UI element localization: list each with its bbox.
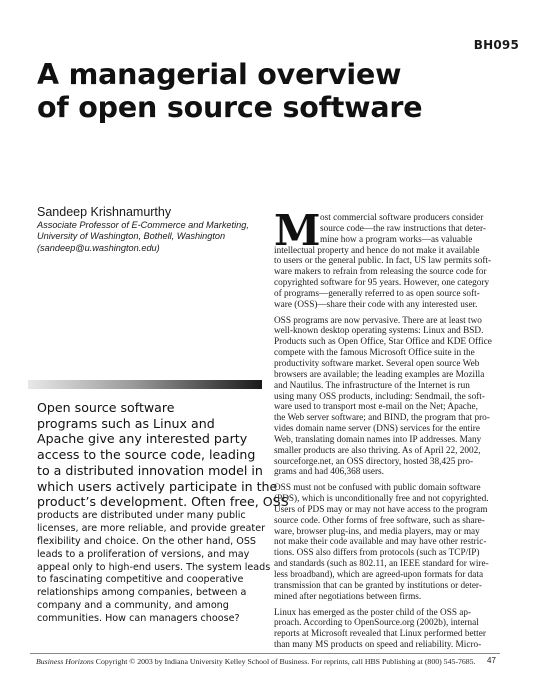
paragraph bbox=[274, 483, 500, 602]
article-title bbox=[37, 58, 517, 124]
text-line: than many MS products on speed and reliability. Micro- bbox=[274, 640, 482, 651]
author-block bbox=[37, 205, 267, 254]
text-line: product’s development. Often free, OSS bbox=[37, 494, 289, 510]
text-line: grams and had 406,368 users. bbox=[274, 467, 384, 478]
text-line: relationships among companies, between a bbox=[37, 587, 247, 599]
abstract bbox=[37, 400, 289, 626]
text-line: access to the source code, leading bbox=[37, 447, 256, 463]
text-line: to users or the general public. In fact, US law permits soft- bbox=[274, 256, 492, 267]
text-line: mined after negotiations between firms. bbox=[274, 591, 422, 602]
author-affiliation: University of Washington, Bothell, Washington bbox=[37, 231, 226, 242]
text-line: (PDS), which is unconditionally free and not copyrighted. bbox=[274, 494, 489, 505]
text-line: Products such as Open Office, Star Office and KDE Office bbox=[274, 337, 492, 348]
text-line: using many OSS products, including: Sendmail, the soft- bbox=[274, 391, 485, 402]
text-line: Web, translating domain names into IP addresses. Many bbox=[274, 434, 482, 445]
text-line: and Nautilus. The infrastructure of the Internet is run bbox=[274, 380, 470, 391]
drop-cap: M bbox=[274, 206, 321, 255]
text-line: tions. OSS also differs from protocols (such as TCP/IP) bbox=[274, 548, 480, 559]
paragraph bbox=[274, 206, 500, 311]
text-line: licenses, are more reliable, and provide greater bbox=[37, 522, 266, 534]
text-line: Apache give any interested party bbox=[37, 431, 248, 447]
text-line: Users of PDS may or may not have access to the program bbox=[274, 504, 488, 515]
text-line: and standards (such as 802.11, an IEEE standard for wire- bbox=[274, 559, 489, 570]
text-line: not make their code available and may have other restric- bbox=[274, 537, 487, 548]
abstract-body bbox=[37, 509, 271, 626]
text-line: OSS must not be confused with public domain software bbox=[274, 483, 481, 494]
text-line: sourceforge.net, an OSS directory, hosted 38,425 pro- bbox=[274, 456, 474, 467]
text-line: source code. Other forms of free software, such as share- bbox=[274, 515, 485, 526]
text-line: ware (OSS)—share their code with any interested user. bbox=[274, 299, 478, 310]
text-line: ware makers to refrain from releasing the source code for bbox=[274, 267, 487, 278]
author-name: Sandeep Krishnamurthy bbox=[37, 205, 172, 219]
gradient-divider-bar bbox=[28, 380, 262, 389]
text-line: Linux has emerged as the poster child of the OSS ap- bbox=[274, 607, 472, 618]
paragraph bbox=[274, 316, 500, 479]
text-line: which users actively participate in the bbox=[37, 478, 278, 494]
text-line: well-known desktop operating systems: Linux and BSD. bbox=[274, 326, 484, 337]
text-line: vides domain name server (DNS) services for the entire bbox=[274, 424, 480, 435]
text-line: leads to a proliferation of versions, and may bbox=[37, 548, 250, 560]
text-line: intellectual property and hence do not make it available bbox=[274, 245, 480, 256]
footer-rule bbox=[30, 653, 500, 654]
paragraph-lines bbox=[274, 246, 500, 311]
text-line: productivity software market. Several open source Web bbox=[274, 358, 480, 369]
text-line: to a distributed innovation model in bbox=[37, 462, 263, 478]
text-line: compete with the famous Microsoft Office suite in the bbox=[274, 348, 475, 359]
text-line: communities. How can managers choose? bbox=[37, 613, 240, 625]
title-line-1: A managerial overview bbox=[37, 58, 402, 91]
text-line: ware used to transport most e-mail on the Net; Apache, bbox=[274, 402, 478, 413]
text-line: copyrighted software for 95 years. However, one category bbox=[274, 278, 490, 289]
text-line: company and a community, and among bbox=[37, 600, 229, 612]
page-number: 47 bbox=[487, 656, 496, 665]
text-line: ware, browser plug-ins, and media players, may or may bbox=[274, 526, 480, 537]
text-line: appeal only to high-end users. The system leads bbox=[37, 561, 271, 573]
text-line: OSS programs are now pervasive. There are at least two bbox=[274, 315, 482, 326]
text-line: products are distributed under many public bbox=[37, 509, 246, 521]
text-line: Open source software bbox=[37, 400, 175, 415]
journal-name: Business Horizons bbox=[36, 657, 94, 666]
text-line: the Web server software; and BIND, the program that pro- bbox=[274, 413, 490, 424]
text-line: browsers are available; the leading examples are Mozilla bbox=[274, 369, 485, 380]
text-line: smaller products are also thriving. As of April 22, 2002, bbox=[274, 445, 481, 456]
author-affiliation: Associate Professor of E-Commerce and Marketing, bbox=[37, 220, 249, 230]
text-line: mine how a program works—as valuable bbox=[320, 234, 473, 245]
paragraph bbox=[274, 608, 500, 651]
text-line: source code—the raw instructions that deter- bbox=[320, 223, 486, 234]
text-line: transmission that can be granted by institutions or deter- bbox=[274, 580, 482, 591]
text-line: to fascinating competitive and cooperative bbox=[37, 574, 244, 586]
text-line: proach. According to OpenSource.org (2002b), internal bbox=[274, 618, 479, 629]
title-line-2: of open source software bbox=[37, 91, 423, 124]
footer-copyright bbox=[36, 657, 476, 667]
text-line: of programs—generally referred to as open source soft- bbox=[274, 288, 480, 299]
document-code: BH095 bbox=[473, 38, 519, 52]
body-column bbox=[274, 206, 500, 656]
copyright-text: Copyright © 2003 by Indiana University Kelley School of Business. For reprints, call HBS Publishing at (800) 545-7685. bbox=[93, 657, 476, 666]
text-line: ost commercial software producers consider bbox=[320, 213, 484, 223]
text-line: programs such as Linux and bbox=[37, 415, 215, 431]
text-line: reports at Microsoft revealed that Linux performed better bbox=[274, 629, 486, 640]
text-line: flexibility and choice. On the other hand, OSS bbox=[37, 535, 257, 547]
abstract-lead bbox=[37, 400, 289, 510]
text-line: less broadband), which are agreed-upon formats for data bbox=[274, 570, 484, 580]
author-email: (sandeep@u.washington.edu) bbox=[37, 242, 160, 253]
